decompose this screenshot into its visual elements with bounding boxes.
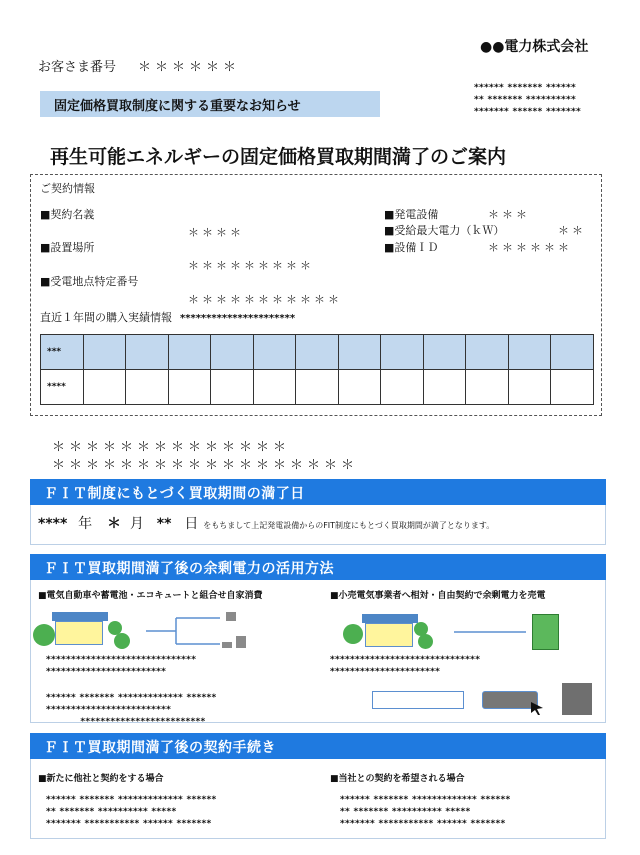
supply-point-value: ＊＊＊＊＊＊＊＊＊＊＊ bbox=[188, 293, 342, 306]
table-cell bbox=[83, 335, 126, 370]
address-line: ****** ******* ****** bbox=[474, 83, 576, 93]
table-cell bbox=[508, 370, 551, 405]
equipment-id-value: ＊＊＊＊＊＊ bbox=[488, 241, 572, 254]
end-month: ＊ bbox=[107, 516, 122, 532]
customer-number-label: お客さま番号 bbox=[38, 60, 117, 75]
text-line: ****** ******* ************* ****** bbox=[46, 693, 217, 703]
sales-box-icon bbox=[372, 691, 464, 709]
text-spacer bbox=[46, 678, 217, 692]
power-line-icon bbox=[452, 628, 528, 636]
section-surplus-usage-bar: ＦＩＴ買取期間満了後の余剰電力の活用方法 bbox=[30, 554, 606, 580]
row-header: **** bbox=[41, 370, 84, 405]
text-line: ************************ bbox=[46, 667, 167, 677]
house-roof-icon bbox=[52, 612, 108, 621]
table-cell bbox=[423, 335, 466, 370]
table-cell bbox=[126, 370, 169, 405]
contract-name-value: ＊＊＊＊ bbox=[188, 226, 244, 239]
notice-banner: 固定価格買取制度に関する重要なお知らせ bbox=[40, 91, 380, 117]
supply-point-label: ■受電地点特定番号 bbox=[40, 275, 139, 288]
text-line: ******* *********** ****** ******* bbox=[340, 819, 506, 829]
text-line: ************************* bbox=[46, 705, 172, 715]
table-cell bbox=[83, 370, 126, 405]
company-name: ●●電力株式会社 bbox=[480, 39, 589, 55]
table-cell bbox=[168, 370, 211, 405]
year-unit: 年 bbox=[78, 516, 93, 532]
house-roof-icon bbox=[362, 614, 418, 623]
our-company-heading: ■当社との契約を希望される場合 bbox=[330, 774, 465, 784]
tree-icon bbox=[418, 634, 433, 649]
sell-surplus-heading: ■小売電気事業者へ相対・自由契約で余剰電力を売電 bbox=[330, 591, 546, 601]
text-line: ****************************** bbox=[46, 655, 197, 665]
table-row bbox=[41, 335, 594, 370]
purchase-history-table bbox=[40, 334, 594, 405]
other-company-text bbox=[46, 794, 217, 830]
table-cell bbox=[338, 335, 381, 370]
text-line: ********************** bbox=[330, 667, 441, 677]
equipment-id-label: ■設備ＩＤ bbox=[384, 241, 439, 254]
text-line: ** ******* ********** ***** bbox=[46, 807, 177, 817]
purchase-history-title: 直近１年間の購入実績情報 bbox=[40, 311, 172, 324]
text-line: ****** ******* ************* ****** bbox=[46, 795, 217, 805]
tree-icon bbox=[33, 624, 55, 646]
section-contract-procedure-bar: ＦＩＴ買取期間満了後の契約手続き bbox=[30, 733, 606, 759]
sell-surplus-text bbox=[330, 654, 480, 678]
table-cell bbox=[253, 335, 296, 370]
month-unit: 月 bbox=[129, 516, 144, 532]
table-cell bbox=[253, 370, 296, 405]
device-icon bbox=[562, 683, 592, 715]
table-row bbox=[41, 370, 594, 405]
text-line: ****** ******* ************* ****** bbox=[340, 795, 511, 805]
install-site-label: ■設置場所 bbox=[40, 241, 95, 254]
table-cell bbox=[551, 335, 594, 370]
address-line: ** ******* ********** bbox=[474, 95, 576, 105]
table-cell bbox=[423, 370, 466, 405]
purchase-history-value: ********************** bbox=[180, 313, 296, 324]
table-cell bbox=[211, 335, 254, 370]
max-power-value: ＊＊ bbox=[558, 224, 586, 237]
address-line: ******* ****** ******* bbox=[474, 107, 581, 117]
table-cell bbox=[381, 370, 424, 405]
equipment-label: ■発電設備 bbox=[384, 208, 439, 221]
fit-end-date bbox=[38, 513, 494, 533]
table-cell bbox=[296, 370, 339, 405]
text-line: ** ******* ********** ***** bbox=[340, 807, 471, 817]
house-icon bbox=[365, 623, 413, 647]
section-fit-end-date-bar: ＦＩＴ制度にもとづく買取期間の満了日 bbox=[30, 479, 606, 505]
install-site-value: ＊＊＊＊＊＊＊＊＊ bbox=[188, 259, 314, 272]
self-consumption-text bbox=[46, 654, 217, 728]
equipment-value: ＊＊＊ bbox=[488, 208, 530, 221]
self-consumption-heading: ■電気自動車や蓄電池・エコキュートと組合せ自家消費 bbox=[38, 591, 263, 601]
contract-name-label: ■契約名義 bbox=[40, 208, 95, 221]
contract-heading: ご契約情報 bbox=[40, 182, 95, 195]
intro-line: ＊＊＊＊＊＊＊＊＊＊＊＊＊＊＊＊＊＊ bbox=[52, 458, 359, 473]
customer-number bbox=[38, 56, 240, 75]
text-line: ******* *********** ****** ******* bbox=[46, 819, 212, 829]
customer-number-value: ＊＊＊＊＊＊ bbox=[138, 60, 241, 75]
table-cell bbox=[168, 335, 211, 370]
our-company-text bbox=[340, 794, 511, 830]
ev-icon bbox=[222, 642, 232, 648]
table-cell bbox=[466, 335, 509, 370]
day-unit: 日 bbox=[184, 516, 199, 532]
text-line: ****************************** bbox=[330, 655, 481, 665]
table-cell bbox=[508, 335, 551, 370]
tree-icon bbox=[343, 624, 363, 644]
page-title: 再生可能エネルギーの固定価格買取期間満了のご案内 bbox=[50, 146, 507, 168]
other-company-heading: ■新たに他社と契約をする場合 bbox=[38, 774, 164, 784]
battery-icon bbox=[226, 612, 236, 621]
ecocute-icon bbox=[236, 636, 246, 648]
row-header: *** bbox=[41, 335, 84, 370]
table-cell bbox=[381, 335, 424, 370]
end-year: **** bbox=[38, 516, 68, 532]
end-day: ** bbox=[156, 516, 172, 532]
max-power-label: ■受給最大電力（ｋＷ） bbox=[384, 224, 505, 237]
table-cell bbox=[466, 370, 509, 405]
end-date-note: をもちまして上記発電設備からのFIT制度にもとづく買取期間が満了となります。 bbox=[203, 521, 495, 530]
table-cell bbox=[211, 370, 254, 405]
tree-icon bbox=[114, 633, 130, 649]
intro-line: ＊＊＊＊＊＊＊＊＊＊＊＊＊＊ bbox=[52, 440, 291, 455]
company-address bbox=[474, 82, 581, 118]
cursor-icon bbox=[529, 700, 545, 716]
house-icon bbox=[55, 621, 103, 645]
table-cell bbox=[126, 335, 169, 370]
text-line: ************************* bbox=[46, 717, 206, 727]
table-cell bbox=[296, 335, 339, 370]
purchase-history-label bbox=[40, 309, 295, 325]
table-cell bbox=[551, 370, 594, 405]
retailer-icon bbox=[532, 614, 559, 650]
table-cell bbox=[338, 370, 381, 405]
